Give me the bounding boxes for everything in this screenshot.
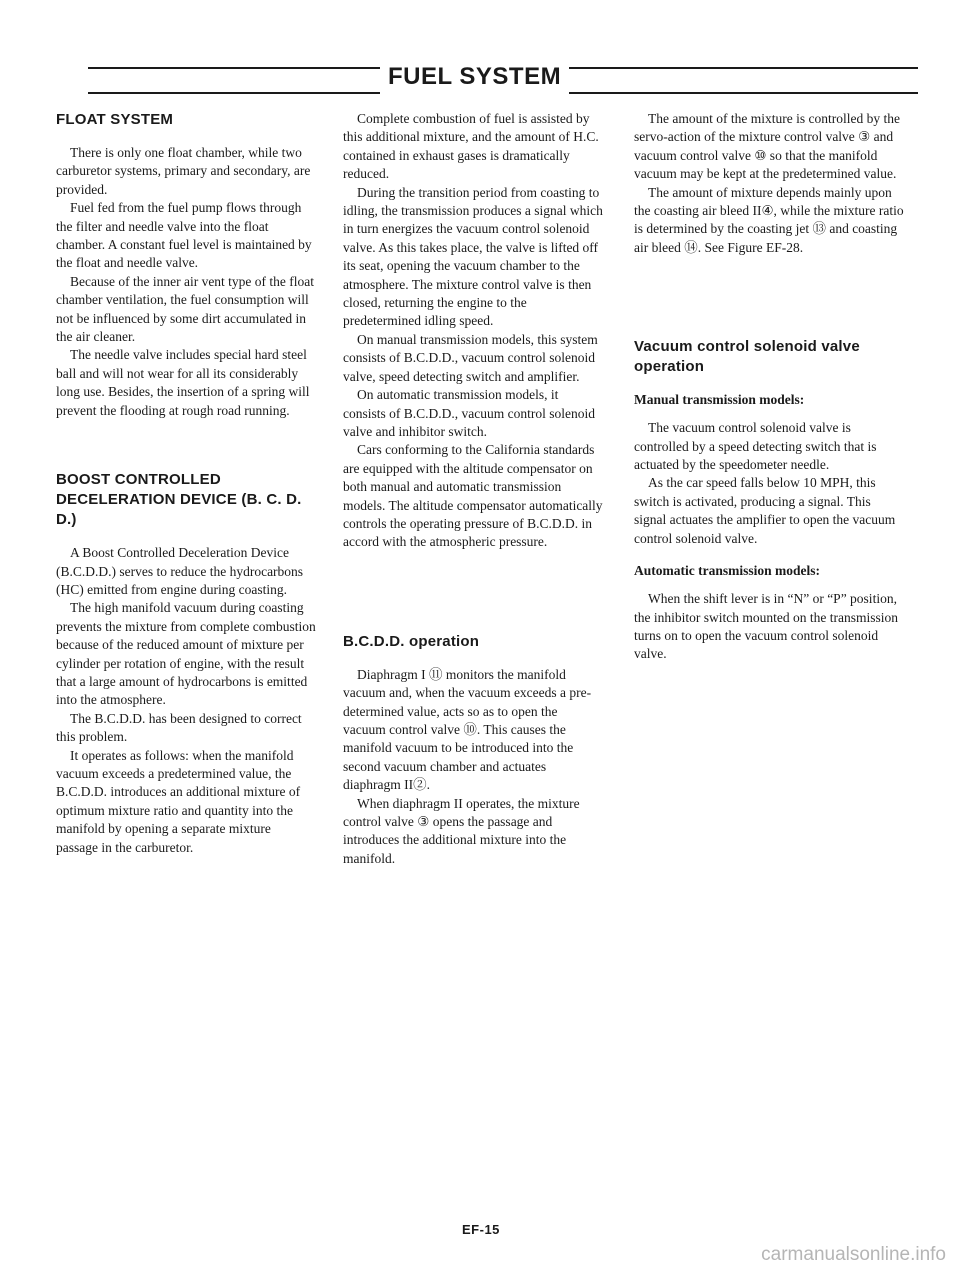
vacuum-control-solenoid-heading: Vacuum control solenoid valve operation — [634, 338, 860, 376]
right-paragraph: The amount of the mixture is controlled by the servo-action of the mixture control valve ③ and vacuum control valve ⑩ so that the manifold vacuum may be kept at the predetermined value. — [634, 111, 900, 182]
middle-paragraph: On automatic transmission models, it consists of B.C.D.D., vacuum control solenoid valve and inhibitor switch. — [343, 387, 595, 439]
bcdd-operation-heading: B.C.D.D. operation — [343, 632, 480, 650]
boost-paragraph: It operates as follows: when the manifold vacuum exceeds a predetermined value, the B.C.D.D. introduces an additional mixture of optimum mixture ratio and quantity into the manifold by opening a separate mixture passage in the carburetor. — [56, 747, 301, 855]
middle-paragraph: During the transition period from coasting to idling, the transmission produces a signal which in turn energizes the vacuum control solenoid valve. As this takes place, the valve is lifted off its seat, opening the vacuum chamber to the atmosphere. The mixture control valve is then closed, returning the engine to the predetermined idling speed. — [343, 184, 603, 329]
middle-paragraph: Complete combustion of fuel is assisted by this additional mixture, and the amount of H.C. contained in exhaust gases is dramatically reduced. — [343, 111, 599, 182]
manual-paragraph: The vacuum control solenoid valve is controlled by a speed detecting switch that is actuated by the speedometer needle. — [634, 420, 877, 473]
float-system-heading: FLOAT SYSTEM — [56, 111, 174, 128]
page-title: FUEL SYSTEM — [380, 60, 569, 94]
middle-paragraph: On manual transmission models, this system consists of B.C.D.D., vacuum control solenoid valve, speed detecting switch and amplifier. — [343, 331, 598, 384]
float-paragraph: Fuel fed from the fuel pump flows through the filter and needle valve into the float chamber. A constant fuel level is maintained by the float and needle valve. — [56, 200, 312, 271]
left-column — [56, 110, 316, 857]
boost-paragraph: The B.C.D.D. has been designed to correct this problem. — [56, 710, 302, 745]
float-paragraph: There is only one float chamber, while two carburetor systems, primary and secondary, are provided. — [56, 145, 311, 197]
automatic-transmission-subheading: Automatic transmission models: — [634, 563, 820, 579]
operation-paragraph: Diaphragm I ⑪ monitors the manifold vacuum and, when the vacuum exceeds a pre-determined value, acts so as to open the vacuum control valve ⑩. This causes the manifold vacuum to be introduced into the second vacuum chamber and actuates diaphragm II②. — [343, 666, 592, 793]
middle-paragraph: Cars conforming to the California standards are equipped with the altitude compensator on both manual and automatic transmission models. The altitude compensator automatically controls the operating pressure of B.C.D.D. in accord with the atmospheric pressure. — [343, 442, 603, 550]
boost-paragraph: A Boost Controlled Deceleration Device (B.C.D.D.) serves to reduce the hydrocarbons (HC) emitted from engine during coasting. — [56, 545, 304, 597]
float-paragraph: Because of the inner air vent type of the float chamber ventilation, the fuel consumption will not be influenced by some dirt accumulated in the air cleaner. — [56, 273, 315, 345]
watermark: carmanualsonline.info — [761, 1244, 946, 1265]
page-number: EF-15 — [462, 1222, 500, 1237]
middle-column — [343, 110, 603, 868]
auto-paragraph: When the shift lever is in “N” or “P” position, the inhibitor switch mounted on the transmission turns on to open the vacuum control solenoid valve. — [634, 591, 898, 662]
operation-paragraph: When diaphragm II operates, the mixture control valve ③ opens the passage and introduces the additional mixture into the manifold. — [343, 795, 580, 866]
right-paragraph: The amount of mixture depends mainly upon the coasting air bleed II④, while the mixture ratio is determined by the coasting jet ⑬ and coasting air bleed ⑭. See Figure EF-28. — [634, 184, 904, 255]
boost-controlled-deceleration-heading: BOOST CONTROLLED DECELERATION DEVICE (B. C. D. D.) — [56, 471, 302, 529]
float-paragraph: The needle valve includes special hard steel ball and will not wear for all its considerably long use. Besides, the insertion of a spring will prevent the flooding at rough road running. — [56, 347, 310, 418]
manual-transmission-subheading: Manual transmission models: — [634, 392, 805, 408]
manual-paragraph: As the car speed falls below 10 MPH, this switch is activated, producing a signal. This signal actuates the amplifier to open the vacuum control solenoid valve. — [634, 475, 896, 546]
right-column — [634, 110, 906, 664]
boost-paragraph: The high manifold vacuum during coasting prevents the mixture from complete combustion because of the reduced amount of mixture per cylinder per rotation of engine, with the result that a large amount of hydrocarbons is emitted into the atmosphere. — [56, 600, 316, 708]
